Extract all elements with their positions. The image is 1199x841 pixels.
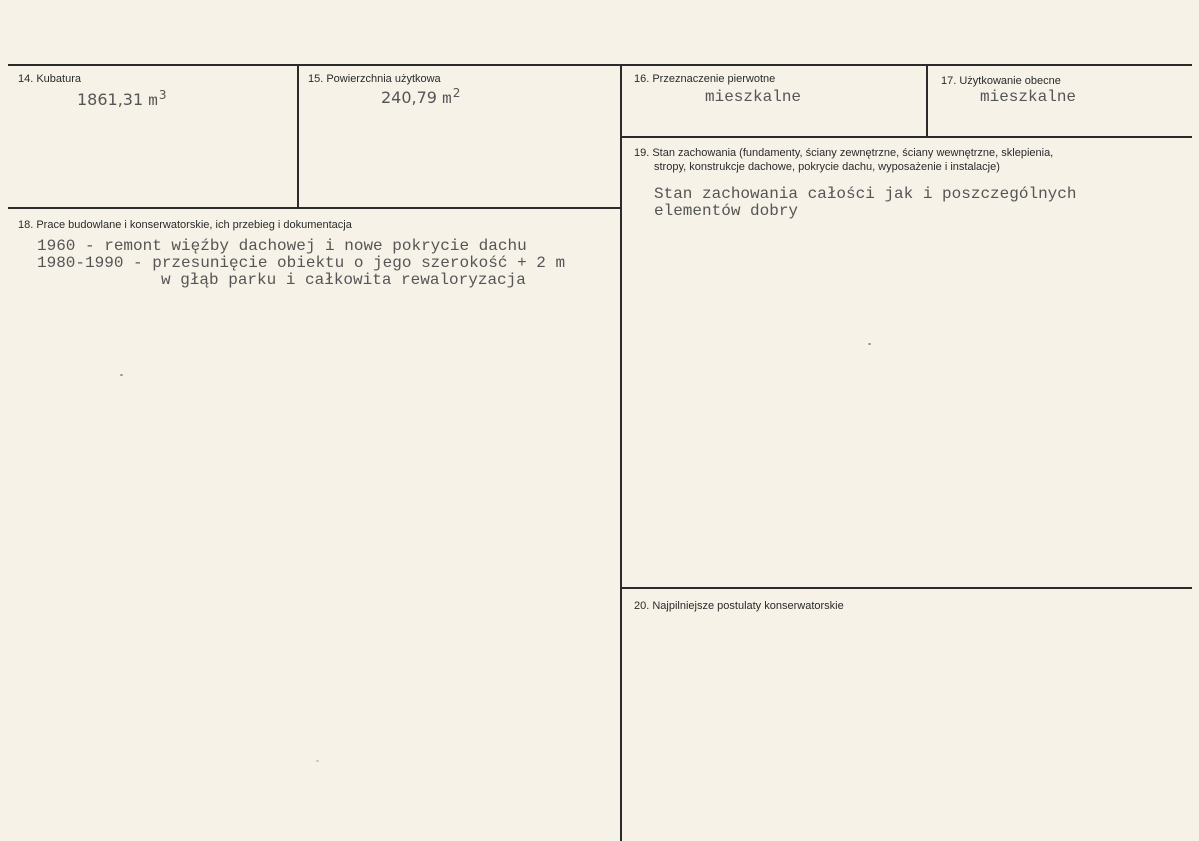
field-18-label: 18. Prace budowlane i konserwatorskie, ich przebieg i dokumentacja xyxy=(18,219,352,231)
field-14-value xyxy=(77,88,167,110)
field-15-number: 240,79 xyxy=(381,88,437,107)
divider-16-17 xyxy=(926,64,928,138)
rule-above-20 xyxy=(620,587,1192,589)
field-16-label: 16. Przeznaczenie pierwotne xyxy=(634,73,776,85)
field-20-label: 20. Najpilniejsze postulaty konserwatorskie xyxy=(634,600,844,612)
field-17-label: 17. Użytkowanie obecne xyxy=(941,75,1061,87)
field-19-line-2: elementów dobry xyxy=(654,202,799,220)
divider-14-15 xyxy=(297,64,299,209)
field-18-line-3: w głąb parku i całkowita rewaloryzacja xyxy=(161,271,526,289)
field-17-value: mieszkalne xyxy=(980,88,1077,106)
field-14-label: 14. Kubatura xyxy=(18,73,81,85)
field-19-label-line-2: stropy, konstrukcje dachowe, pokrycie dachu, wyposażenie i instalacje) xyxy=(654,161,1000,173)
field-18-line-2: 1980-1990 - przesunięcie obiektu o jego szerokość + 2 m xyxy=(37,254,566,272)
center-divider xyxy=(620,64,622,841)
field-15-value xyxy=(381,86,460,108)
field-16-value: mieszkalne xyxy=(705,88,802,106)
paper-speck xyxy=(868,343,871,345)
field-18-line-1: 1960 - remont więźby dachowej i nowe pokrycie dachu xyxy=(37,237,527,255)
field-14-number: 1861,31 xyxy=(77,90,144,109)
field-14-unit-exponent: 3 xyxy=(158,88,167,102)
paper-speck xyxy=(120,374,123,376)
top-rule xyxy=(8,64,1192,66)
paper-speck xyxy=(316,760,319,762)
field-15-unit: m xyxy=(442,90,452,108)
rule-below-14-15 xyxy=(8,207,622,209)
field-15-unit-exponent: 2 xyxy=(452,86,461,100)
field-19-label-line-1: 19. Stan zachowania (fundamenty, ściany zewnętrzne, ściany wewnętrzne, sklepienia, xyxy=(634,147,1054,159)
rule-below-16-17 xyxy=(620,136,1192,138)
field-19-line-1: Stan zachowania całości jak i poszczególnych xyxy=(654,185,1077,203)
field-15-label: 15. Powierzchnia użytkowa xyxy=(308,73,441,85)
field-14-unit: m xyxy=(148,92,158,110)
